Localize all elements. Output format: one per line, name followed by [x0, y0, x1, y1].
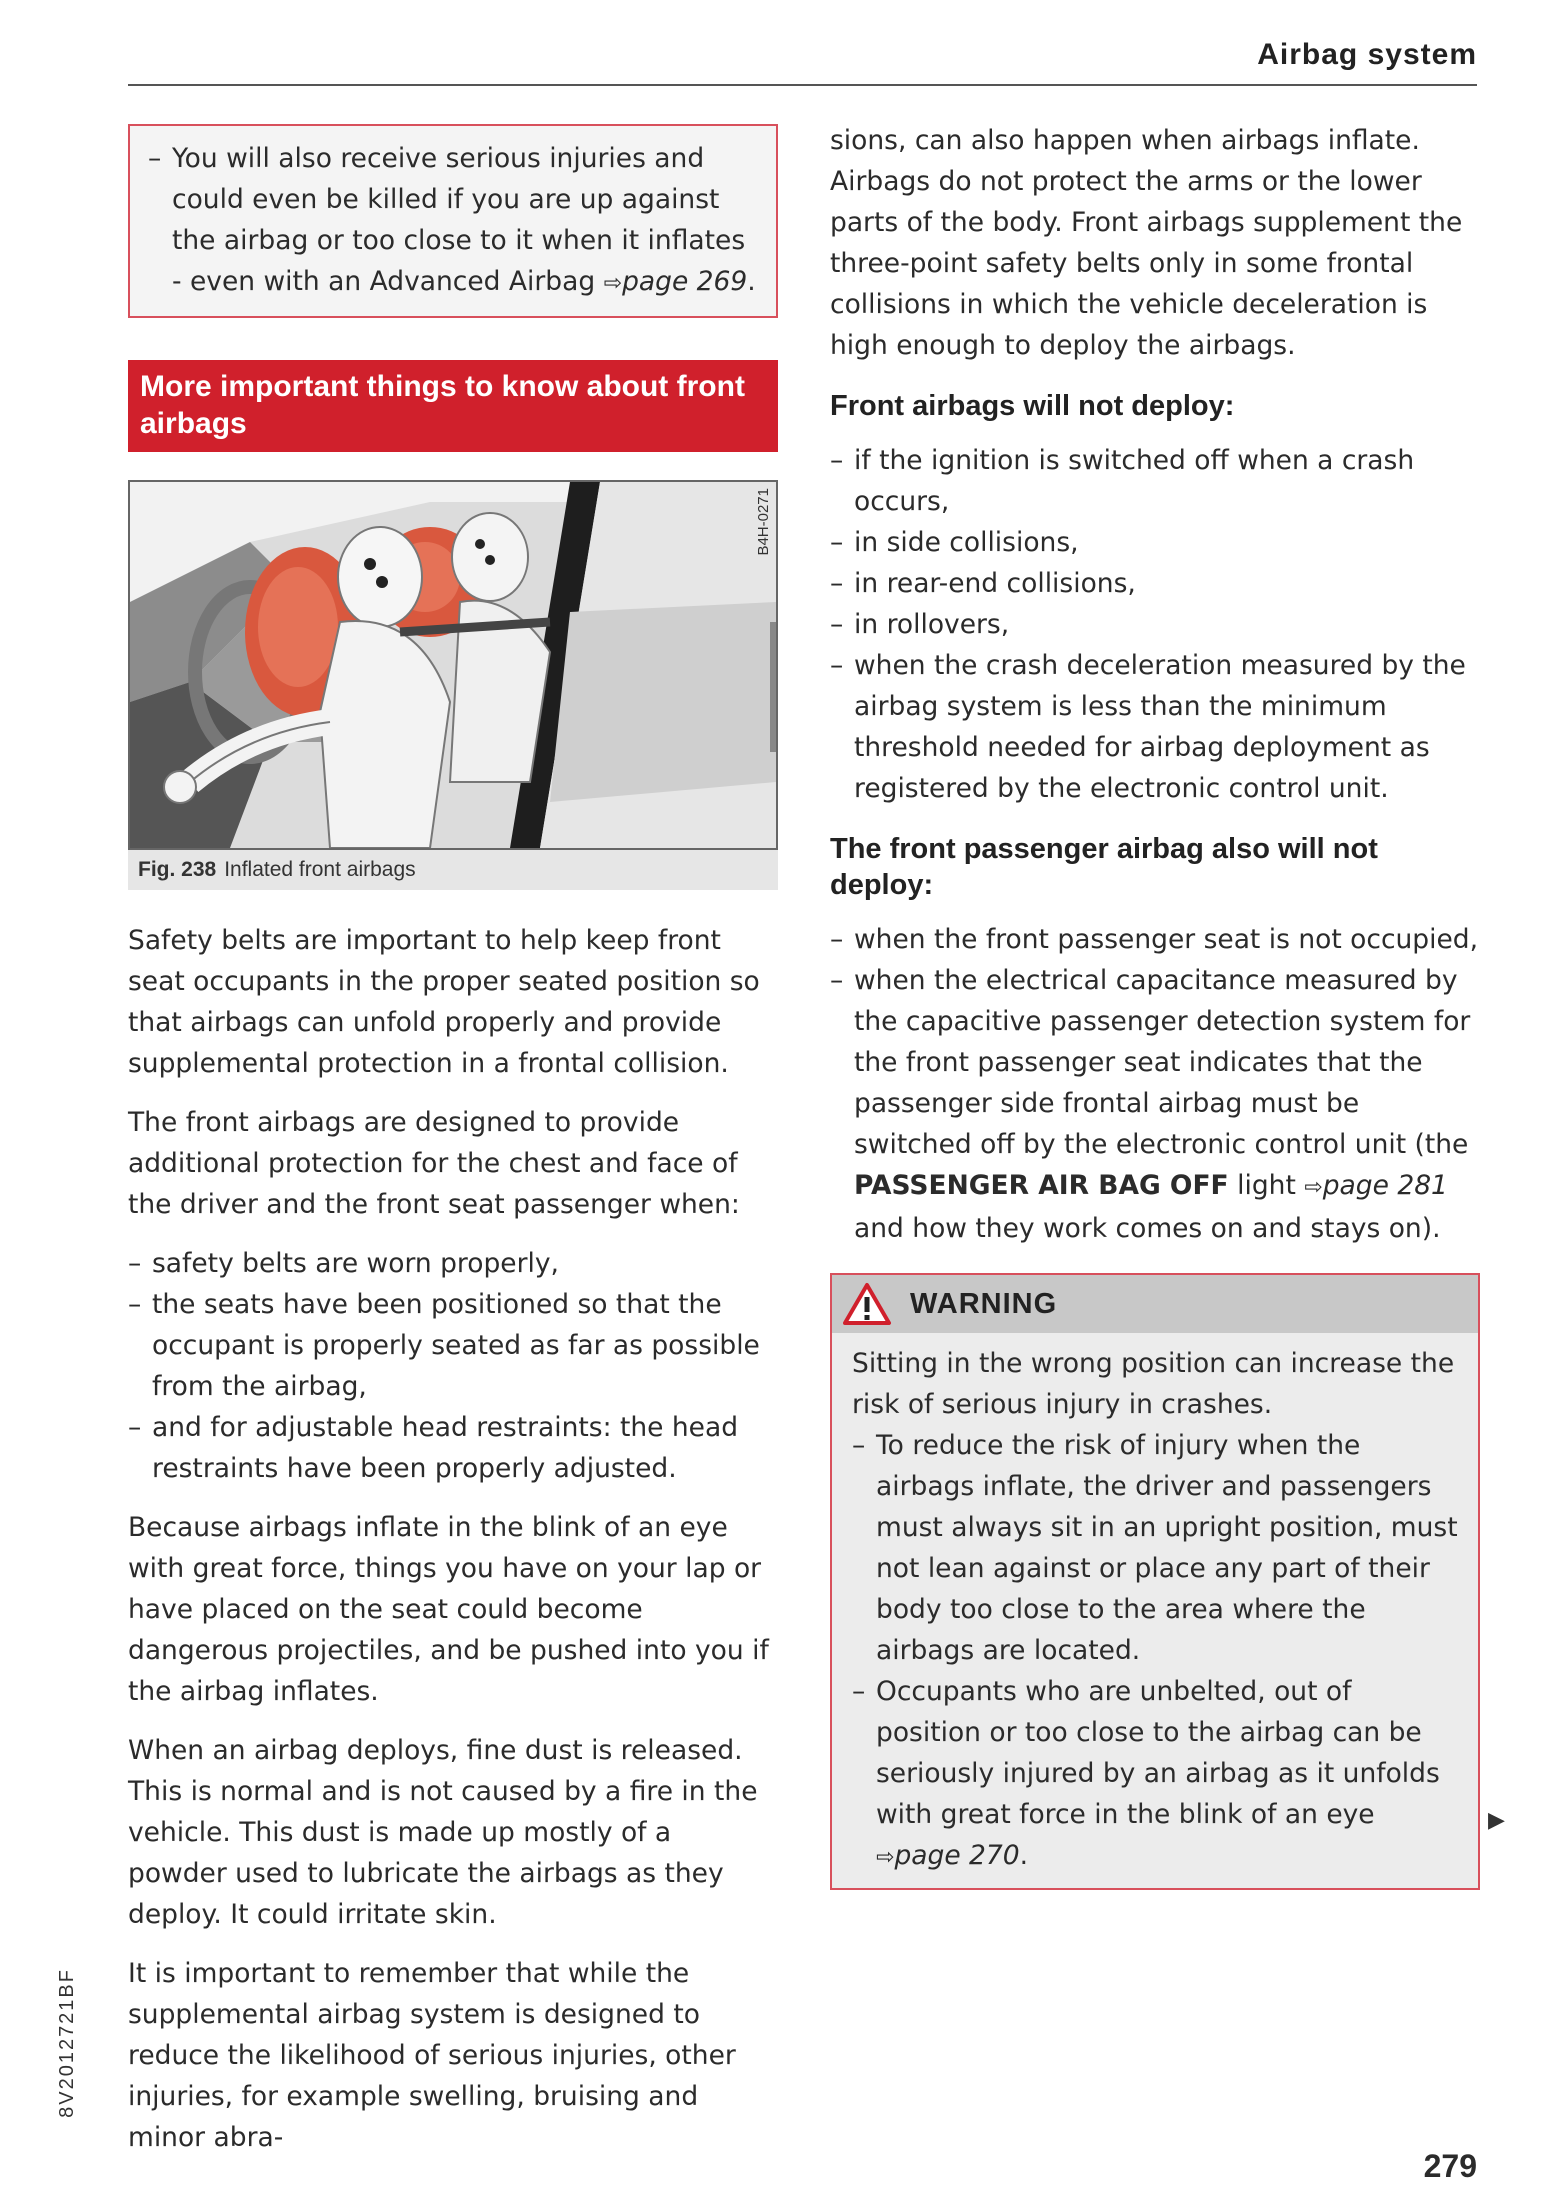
page-ref-arrow-icon: ⇨ — [1304, 1175, 1323, 1200]
list-item: – To reduce the risk of injury when the airbags inflate, the driver and passengers must always sit in an upright position, must not lean against or place any part of their body too close to the area where the airbags are located. — [852, 1425, 1464, 1671]
page-ref-269[interactable]: page 269 — [622, 266, 748, 297]
page-ref-281[interactable]: page 281 — [1322, 1170, 1448, 1201]
page-number: 279 — [1423, 2148, 1477, 2184]
list-item: – and for adjustable head restraints: the head restraints have been properly adjusted. — [128, 1407, 778, 1489]
heading-passenger-not-deploy: The front passenger airbag also will not deploy: — [830, 833, 1378, 901]
page-ref-arrow-icon: ⇨ — [876, 1845, 895, 1870]
page-ref-270[interactable]: page 270 — [894, 1840, 1020, 1871]
warning-intro: Sitting in the wrong position can increase the risk of serious injury in crashes. — [852, 1348, 1455, 1420]
figure-caption: Fig. 238 Inflated front airbags — [128, 850, 778, 890]
warning-title: WARNING — [910, 1287, 1058, 1320]
page-ref-arrow-icon: ⇨ — [603, 271, 623, 296]
header-rule — [128, 84, 1477, 86]
list-item: – when the crash deceleration measured by the airbag system is less than the minimum threshold needed for airbag deployment as registered by the electronic control unit. — [830, 645, 1480, 809]
paragraph: sions, can also happen when airbags inflate. Airbags do not protect the arms or the lower parts of the body. Front airbags supplement the three-point safety belts only in some frontal collisions in which the vehicle deceleration is high enough to deploy the airbags. — [830, 125, 1463, 361]
left-column — [128, 120, 778, 2176]
paragraph: The front airbags are designed to provide additional protection for the chest and face of the driver and the front seat passenger when: — [128, 1107, 740, 1220]
figure-inflated-airbags — [128, 480, 778, 850]
list-item: – in rear-end collisions, — [830, 563, 1480, 604]
paragraph: It is important to remember that while the supplemental airbag system is designed to reduce the likelihood of serious injuries, other injuries, for example swelling, bruising and minor abra- — [128, 1958, 736, 2153]
right-column — [830, 120, 1480, 1890]
paragraph: Because airbags inflate in the blink of an eye with great force, things you have on your lap or have placed on the seat could become dangerous projectiles, and be pushed into you if the airbag inflates. — [128, 1512, 769, 1707]
section-title: More important things to know about front airbags — [128, 360, 778, 452]
page-header-title: Airbag system — [1257, 38, 1477, 71]
not-deploy-list — [830, 440, 1480, 809]
continue-arrow-icon: ▶ — [1488, 1808, 1505, 1833]
top-warning-item: – You will also receive serious injuries and could even be killed if you are up against the airbag or too close to it when it inflates - even with an Advanced Airbag ⇨page 269. — [148, 138, 762, 304]
airbag-illustration — [130, 482, 776, 848]
list-item: – in side collisions, — [830, 522, 1480, 563]
list-item: – when the electrical capacitance measured by the capacitive passenger detection system for the front passenger seat indicates that the passenger side frontal airbag must be switched off by the electronic control unit (the PASSENGER AIR BAG OFF light ⇨page 281 and how they work comes on and stays on). — [830, 960, 1480, 1249]
warning-body — [832, 1333, 1478, 1888]
list-item: – Occupants who are unbelted, out of position or too close to the airbag can be seriously injured by an airbag as it unfolds with great force in the blink of an eye ⇨page 270. — [852, 1671, 1464, 1878]
list-item: – if the ignition is switched off when a crash occurs, — [830, 440, 1480, 522]
list-item: – when the front passenger seat is not occupied, — [830, 919, 1480, 960]
figure-code: B4H-0271 — [755, 488, 772, 556]
heading-not-deploy: Front airbags will not deploy: — [830, 390, 1235, 422]
list-item: – the seats have been positioned so that the occupant is properly seated as far as possible from the airbag, — [128, 1284, 778, 1407]
paragraph: Safety belts are important to help keep front seat occupants in the proper seated position so that airbags can unfold properly and provide supplemental protection in a frontal collision. — [128, 925, 760, 1079]
warning-header — [832, 1275, 1478, 1333]
paragraph: When an airbag deploys, fine dust is released. This is normal and is not caused by a fire in the vehicle. This dust is made up mostly of a powder used to lubricate the airbags as they deploy. It could irritate skin. — [128, 1735, 758, 1930]
top-warning-box — [128, 124, 778, 318]
warning-list — [852, 1425, 1464, 1878]
passenger-not-deploy-list — [830, 919, 1480, 1249]
list-item: – in rollovers, — [830, 604, 1480, 645]
warning-triangle-icon — [842, 1282, 892, 1326]
document-code: 8V2012721BF — [56, 1968, 78, 2118]
deploy-conditions-list — [128, 1243, 778, 1489]
warning-box — [830, 1273, 1480, 1890]
list-item: – safety belts are worn properly, — [128, 1243, 778, 1284]
